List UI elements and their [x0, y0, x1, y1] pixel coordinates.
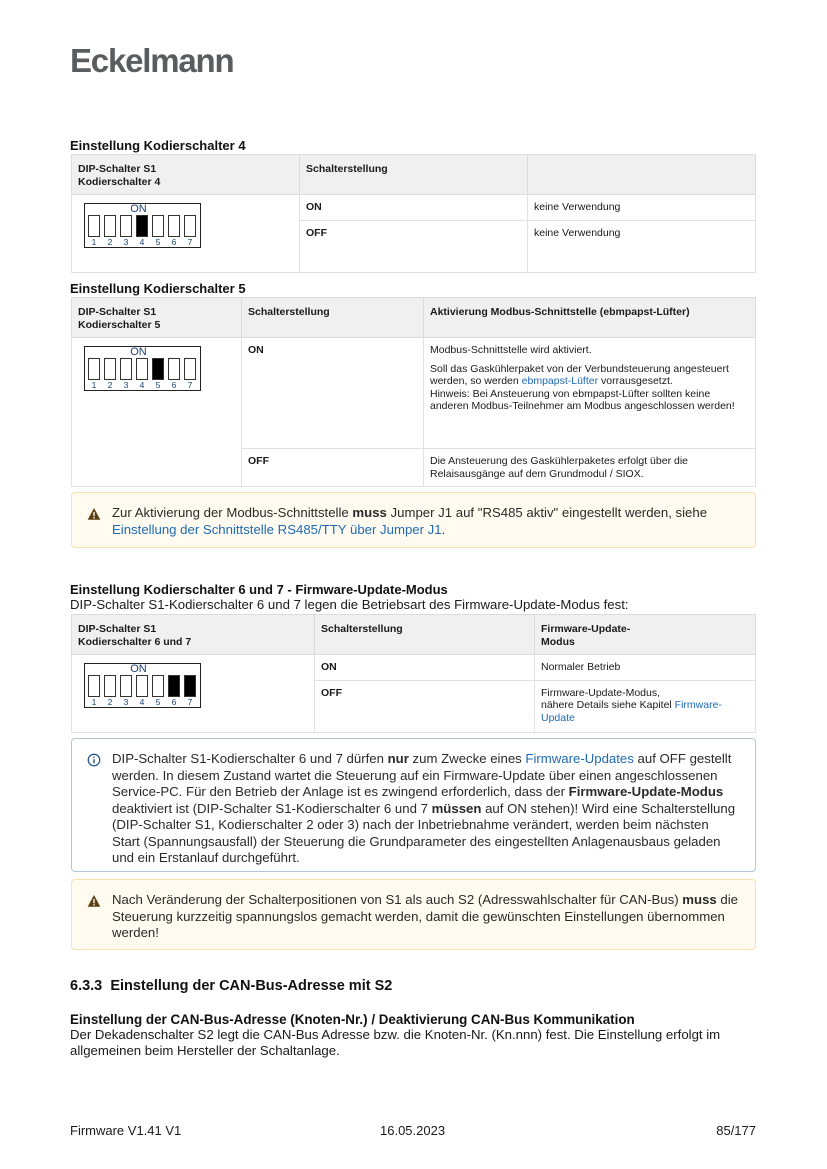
dip-switch-diagram [84, 203, 201, 248]
position-on: ON [242, 338, 424, 449]
can-bus-subheading: Einstellung der CAN-Bus-Adresse (Knoten-Nr.) / Deaktivierung CAN-Bus Kommunikation [70, 1012, 635, 1027]
dip-image-cell [72, 655, 315, 733]
on-label: ON [130, 203, 147, 215]
description-off: keine Verwendung [528, 220, 756, 272]
dip-switch-3 [120, 675, 132, 697]
switch-number-6: 6 [171, 380, 177, 390]
table-header-dip [72, 298, 242, 338]
switch-number-7: 7 [187, 697, 193, 707]
header-line2: Kodierschalter 6 und 7 [78, 635, 192, 648]
text: DIP-Schalter S1-Kodierschalter 6 und 7 dürfen [112, 751, 388, 766]
dip-switch-2 [104, 675, 116, 697]
text: auf OFF gestellt werden. In diesem Zustand wartet die Steuerung auf ein Firmware-Update über einen angeschlossenen Service-PC. Für den Betrieb der Anlage ist es zwingend erforderlich, dass der [112, 751, 732, 799]
description-p1: Modbus-Schnittstelle wird aktiviert. [430, 344, 592, 356]
switch-number-5: 5 [155, 380, 161, 390]
bold-text: Firmware-Update-Modus [568, 784, 724, 799]
dip-switch-5 [152, 358, 164, 380]
dip-switch-diagram [84, 346, 201, 391]
table-header-position: Schalterstellung [315, 615, 535, 655]
dip-switch-4 [136, 358, 148, 380]
switch-number-7: 7 [187, 380, 193, 390]
position-off: OFF [300, 220, 528, 272]
bold-text: nur [387, 751, 409, 766]
header-line1: Firmware-Update- [541, 623, 631, 635]
dip-switch-2 [104, 215, 116, 237]
bold-text: muss [682, 892, 717, 907]
table-header-dip [72, 155, 300, 195]
eckelmann-logo: Eckelmann [70, 42, 234, 79]
position-on: ON [315, 655, 535, 681]
text: vorrausgesetzt. [598, 375, 673, 387]
header-line1: DIP-Schalter S1 [78, 306, 157, 318]
dip-switch-6 [168, 215, 180, 237]
section-67-heading: Einstellung Kodierschalter 6 und 7 - Firmware-Update-Modus [70, 582, 448, 597]
table-header-description [528, 155, 756, 195]
section-4-heading: Einstellung Kodierschalter 4 [70, 138, 246, 153]
firmware-update-link[interactable]: Firmware-Update [541, 699, 722, 724]
text: Jumper J1 auf "RS485 aktiv" eingestellt werden, siehe [386, 505, 708, 520]
dip-switch-3 [120, 215, 132, 237]
warning-icon [87, 507, 101, 521]
header-line1: DIP-Schalter S1 [78, 163, 157, 175]
dip-switch-3 [120, 358, 132, 380]
position-off: OFF [242, 449, 424, 487]
text: auf ON stehen)! Wird eine Schalterstellung (DIP-Schalter S1, Kodierschalter 2 oder 3) nach der Inbetriebnahme verändert, werden beim nächsten Start (Spannungsausfall) der Steuerung die Grundparameter des eingestellten Anlagenausbaus geladen und ein Erstanlauf durchgeführt. [112, 800, 736, 865]
description-on [424, 338, 756, 449]
switch-number-1: 1 [91, 697, 97, 707]
table-header-position: Schalterstellung [242, 298, 424, 338]
kodierschalter-4-table [71, 154, 756, 273]
dip-switch-1 [88, 358, 100, 380]
footer-date: 16.05.2023 [380, 1123, 446, 1138]
position-off: OFF [315, 680, 535, 732]
switch-number-1: 1 [91, 237, 97, 247]
table-row [72, 195, 756, 221]
dip-switch-diagram [84, 663, 201, 708]
bold-text: müssen [431, 800, 482, 816]
header-line2: Kodierschalter 4 [78, 175, 161, 188]
footer-version: Firmware V1.41 V1 [70, 1123, 182, 1138]
bold-text: muss [352, 505, 387, 520]
ebmpapst-link[interactable]: ebmpapst-Lüfter [521, 375, 599, 387]
text: . [441, 521, 446, 537]
on-label: ON [130, 346, 147, 358]
on-label: ON [130, 663, 147, 675]
switch-number-6: 6 [171, 237, 177, 247]
dip-image-cell [72, 338, 242, 487]
switch-number-5: 5 [155, 697, 161, 707]
switch-number-5: 5 [155, 237, 161, 247]
chapter-heading [70, 978, 392, 994]
text: Nach Veränderung der Schalterpositionen von S1 als auch S2 (Adresswahlschalter für CAN-Bus) [112, 892, 683, 907]
table-header-mode [535, 615, 756, 655]
dip-switch-7 [184, 358, 196, 380]
dip-switch-2 [104, 358, 116, 380]
text: Firmware-Update-Modus, [541, 686, 661, 699]
switch-number-6: 6 [171, 697, 177, 707]
dip-switch-7 [184, 675, 196, 697]
table-header-description: Aktivierung Modbus-Schnittstelle (ebmpapst-Lüfter) [424, 298, 756, 338]
table-header-dip [72, 615, 315, 655]
dip-switch-6 [168, 358, 180, 380]
description-off [535, 680, 756, 732]
kodierschalter-67-table [71, 614, 756, 733]
section-5-heading: Einstellung Kodierschalter 5 [70, 281, 246, 296]
dip-switch-7 [184, 215, 196, 237]
firmware-updates-link[interactable]: Firmware-Updates [525, 751, 634, 766]
table-header-position: Schalterstellung [300, 155, 528, 195]
dip-switch-4 [136, 215, 148, 237]
header-line1: DIP-Schalter S1 [78, 623, 157, 635]
text: Zur Aktivierung der Modbus-Schnittstelle [112, 505, 353, 520]
chapter-title: Einstellung der CAN-Bus-Adresse mit S2 [110, 978, 393, 994]
description-on: Normaler Betrieb [535, 655, 756, 681]
header-line2: Modus [541, 635, 575, 648]
description-on: keine Verwendung [528, 195, 756, 221]
switch-number-4: 4 [139, 380, 145, 390]
info-icon [87, 753, 101, 767]
position-on: ON [300, 195, 528, 221]
dip-image-cell [72, 195, 300, 273]
text: die Steuerung kurzzeitig spannungslos gemacht werden, damit die gewünschten Einstellungen übernommen werden! [112, 892, 739, 940]
hinweis-text: Hinweis: Bei Ansteuerung von ebmpapst-Lüfter sollten keine anderen Modbus-Teilnehmer am Modbus angeschlossen werden! [430, 387, 735, 412]
dip-switch-4 [136, 675, 148, 697]
chapter-number: 6.3.3 [70, 978, 103, 994]
switch-number-4: 4 [139, 237, 145, 247]
restart-warning-box [71, 879, 756, 950]
text: deaktiviert ist (DIP-Schalter S1-Kodierschalter 6 und 7 [112, 800, 432, 816]
switch-number-3: 3 [123, 380, 129, 390]
switch-number-4: 4 [139, 697, 145, 707]
description-p2 [430, 363, 749, 413]
dip-switch-5 [152, 215, 164, 237]
modbus-warning-box [71, 492, 756, 548]
switch-number-2: 2 [107, 697, 113, 707]
dip-switch-1 [88, 215, 100, 237]
header-line2: Kodierschalter 5 [78, 318, 161, 331]
firmware-info-box [71, 738, 756, 872]
dip-switch-5 [152, 675, 164, 697]
text: nähere Details siehe Kapitel [541, 699, 675, 711]
dip-switch-6 [168, 675, 180, 697]
can-bus-text: Der Dekadenschalter S2 legt die CAN-Bus Adresse bzw. die Knoten-Nr. (Kn.nnn) fest. Die Einstellung erfolgt im allgemeinen beim Hersteller der Schaltanlage. [70, 1027, 721, 1058]
description-off: Die Ansteuerung des Gaskühlerpaketes erfolgt über die Relaisausgänge auf dem Grundmodul / SIOX. [424, 449, 756, 487]
footer-page: 85/177 [716, 1123, 756, 1138]
switch-number-3: 3 [123, 237, 129, 247]
text: Soll das Gaskühlerpaket von der Verbundsteuerung angesteuert werden, so werden [430, 362, 729, 387]
rs485-jumper-link[interactable]: Einstellung der Schnittstelle RS485/TTY über Jumper J1 [112, 521, 442, 537]
section-67-intro: DIP-Schalter S1-Kodierschalter 6 und 7 legen die Betriebsart des Firmware-Update-Modus fest: [70, 597, 629, 612]
kodierschalter-5-table [71, 297, 756, 487]
switch-number-2: 2 [107, 237, 113, 247]
table-row [72, 655, 756, 681]
switch-number-1: 1 [91, 380, 97, 390]
switch-number-3: 3 [123, 697, 129, 707]
text: zum Zwecke eines [408, 751, 526, 766]
switch-number-7: 7 [187, 237, 193, 247]
switch-number-2: 2 [107, 380, 113, 390]
warning-icon [87, 894, 101, 908]
table-row [72, 338, 756, 449]
dip-switch-1 [88, 675, 100, 697]
